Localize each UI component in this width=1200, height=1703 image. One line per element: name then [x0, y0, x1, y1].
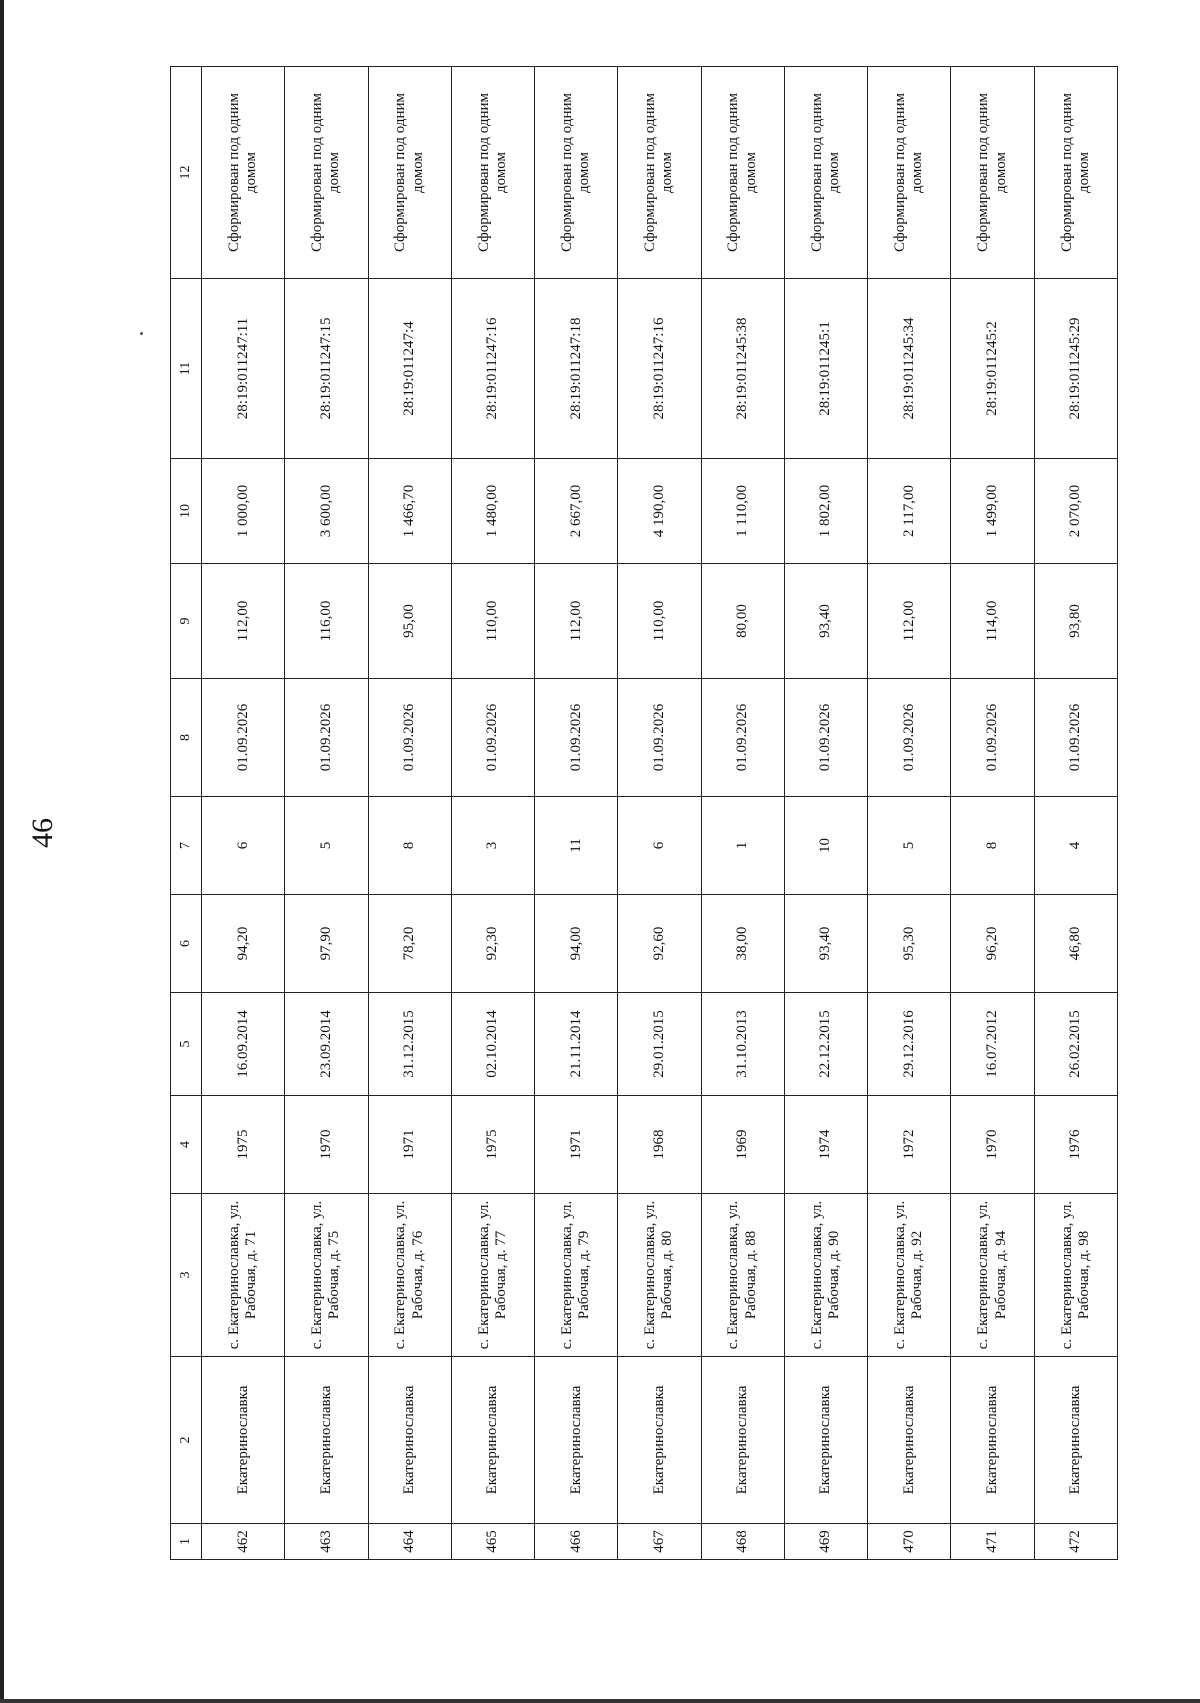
land-area-cell: 1 466,70 [368, 459, 451, 564]
table-row [784, 67, 867, 1560]
column-number: 4 [171, 1096, 202, 1194]
settlement-cell: Екатеринославка [1034, 1357, 1117, 1524]
residents-cell: 5 [285, 797, 368, 895]
residents-cell: 3 [451, 797, 534, 895]
status-cell: Сформирован под одним домом [451, 67, 534, 279]
date-cell: 29.01.2015 [618, 993, 701, 1096]
area-cell: 92,60 [618, 895, 701, 993]
settlement-cell: Екатеринославка [951, 1357, 1034, 1524]
deadline-cell: 01.09.2026 [868, 679, 951, 797]
row-number-cell: 467 [618, 1524, 701, 1560]
residents-cell: 6 [202, 797, 285, 895]
year-cell: 1971 [535, 1096, 618, 1194]
area2-cell: 110,00 [618, 564, 701, 679]
date-cell: 02.10.2014 [451, 993, 534, 1096]
residents-cell: 8 [951, 797, 1034, 895]
address-cell: с. Екатеринославка, ул. Рабочая, д. 94 [951, 1194, 1034, 1357]
status-cell: Сформирован под одним домом [285, 67, 368, 279]
status-cell: Сформирован под одним домом [1034, 67, 1117, 279]
deadline-cell: 01.09.2026 [535, 679, 618, 797]
year-cell: 1970 [951, 1096, 1034, 1194]
table-row [368, 67, 451, 1560]
address-cell: с. Екатеринославка, ул. Рабочая, д. 79 [535, 1194, 618, 1357]
settlement-cell: Екатеринославка [618, 1357, 701, 1524]
land-area-cell: 1 480,00 [451, 459, 534, 564]
area-cell: 92,30 [451, 895, 534, 993]
land-area-cell: 2 070,00 [1034, 459, 1117, 564]
land-area-cell: 1 802,00 [784, 459, 867, 564]
date-cell: 16.09.2014 [202, 993, 285, 1096]
date-cell: 31.12.2015 [368, 993, 451, 1096]
area2-cell: 114,00 [951, 564, 1034, 679]
column-number: 1 [171, 1524, 202, 1560]
table-row [285, 67, 368, 1560]
date-cell: 22.12.2015 [784, 993, 867, 1096]
cadastral-number-cell: 28:19:011247:18 [535, 279, 618, 459]
row-number-cell: 463 [285, 1524, 368, 1560]
cadastral-number-cell: 28:19:011247:16 [618, 279, 701, 459]
register-table [170, 66, 1118, 1560]
year-cell: 1975 [451, 1096, 534, 1194]
row-number-cell: 472 [1034, 1524, 1117, 1560]
residents-cell: 6 [618, 797, 701, 895]
year-cell: 1972 [868, 1096, 951, 1194]
cadastral-number-cell: 28:19:011245:34 [868, 279, 951, 459]
cadastral-number-cell: 28:19:011245:2 [951, 279, 1034, 459]
year-cell: 1968 [618, 1096, 701, 1194]
scan-edge-bottom [0, 1699, 1200, 1703]
year-cell: 1975 [202, 1096, 285, 1194]
address-cell: с. Екатеринославка, ул. Рабочая, д. 76 [368, 1194, 451, 1357]
register-table-container [170, 67, 1118, 1560]
cadastral-number-cell: 28:19:011247:15 [285, 279, 368, 459]
deadline-cell: 01.09.2026 [618, 679, 701, 797]
area2-cell: 112,00 [202, 564, 285, 679]
deadline-cell: 01.09.2026 [368, 679, 451, 797]
area-cell: 78,20 [368, 895, 451, 993]
land-area-cell: 1 110,00 [701, 459, 784, 564]
status-cell: Сформирован под одним домом [784, 67, 867, 279]
row-number-cell: 465 [451, 1524, 534, 1560]
residents-cell: 5 [868, 797, 951, 895]
column-number: 11 [171, 279, 202, 459]
area-cell: 94,00 [535, 895, 618, 993]
area-cell: 95,30 [868, 895, 951, 993]
land-area-cell: 1 499,00 [951, 459, 1034, 564]
settlement-cell: Екатеринославка [285, 1357, 368, 1524]
status-cell: Сформирован под одним домом [868, 67, 951, 279]
column-number: 8 [171, 679, 202, 797]
status-cell: Сформирован под одним домом [701, 67, 784, 279]
residents-cell: 1 [701, 797, 784, 895]
date-cell: 26.02.2015 [1034, 993, 1117, 1096]
deadline-cell: 01.09.2026 [285, 679, 368, 797]
deadline-cell: 01.09.2026 [951, 679, 1034, 797]
scan-speck [140, 332, 143, 335]
area-cell: 38,00 [701, 895, 784, 993]
residents-cell: 4 [1034, 797, 1117, 895]
row-number-cell: 470 [868, 1524, 951, 1560]
cadastral-number-cell: 28:19:011245:29 [1034, 279, 1117, 459]
table-row [618, 67, 701, 1560]
date-cell: 31.10.2013 [701, 993, 784, 1096]
address-cell: с. Екатеринославка, ул. Рабочая, д. 90 [784, 1194, 867, 1357]
address-cell: с. Екатеринославка, ул. Рабочая, д. 75 [285, 1194, 368, 1357]
year-cell: 1969 [701, 1096, 784, 1194]
year-cell: 1971 [368, 1096, 451, 1194]
address-cell: с. Екатеринославка, ул. Рабочая, д. 80 [618, 1194, 701, 1357]
deadline-cell: 01.09.2026 [784, 679, 867, 797]
address-cell: с. Екатеринославка, ул. Рабочая, д. 98 [1034, 1194, 1117, 1357]
settlement-cell: Екатеринославка [451, 1357, 534, 1524]
deadline-cell: 01.09.2026 [202, 679, 285, 797]
residents-cell: 8 [368, 797, 451, 895]
row-number-cell: 469 [784, 1524, 867, 1560]
status-cell: Сформирован под одним домом [368, 67, 451, 279]
deadline-cell: 01.09.2026 [1034, 679, 1117, 797]
table-row [1034, 67, 1117, 1560]
settlement-cell: Екатеринославка [368, 1357, 451, 1524]
year-cell: 1974 [784, 1096, 867, 1194]
column-number: 12 [171, 67, 202, 279]
date-cell: 21.11.2014 [535, 993, 618, 1096]
land-area-cell: 4 190,00 [618, 459, 701, 564]
area2-cell: 93,40 [784, 564, 867, 679]
deadline-cell: 01.09.2026 [451, 679, 534, 797]
area2-cell: 116,00 [285, 564, 368, 679]
table-row [868, 67, 951, 1560]
area2-cell: 80,00 [701, 564, 784, 679]
area2-cell: 95,00 [368, 564, 451, 679]
date-cell: 16.07.2012 [951, 993, 1034, 1096]
deadline-cell: 01.09.2026 [701, 679, 784, 797]
land-area-cell: 3 600,00 [285, 459, 368, 564]
settlement-cell: Екатеринославка [784, 1357, 867, 1524]
settlement-cell: Екатеринославка [868, 1357, 951, 1524]
cadastral-number-cell: 28:19:011247:4 [368, 279, 451, 459]
area2-cell: 110,00 [451, 564, 534, 679]
area-cell: 46,80 [1034, 895, 1117, 993]
cadastral-number-cell: 28:19:011245:38 [701, 279, 784, 459]
status-cell: Сформирован под одним домом [535, 67, 618, 279]
area-cell: 97,90 [285, 895, 368, 993]
row-number-cell: 468 [701, 1524, 784, 1560]
cadastral-number-cell: 28:19:011247:16 [451, 279, 534, 459]
address-cell: с. Екатеринославка, ул. Рабочая, д. 77 [451, 1194, 534, 1357]
table-row [701, 67, 784, 1560]
address-cell: с. Екатеринославка, ул. Рабочая, д. 92 [868, 1194, 951, 1357]
table-row [202, 67, 285, 1560]
page-number: 46 [26, 818, 59, 848]
status-cell: Сформирован под одним домом [202, 67, 285, 279]
land-area-cell: 2 117,00 [868, 459, 951, 564]
address-cell: с. Екатеринославка, ул. Рабочая, д. 88 [701, 1194, 784, 1357]
table-row [535, 67, 618, 1560]
column-number: 2 [171, 1357, 202, 1524]
column-number-row [171, 67, 202, 1560]
row-number-cell: 462 [202, 1524, 285, 1560]
column-number: 9 [171, 564, 202, 679]
status-cell: Сформирован под одним домом [951, 67, 1034, 279]
settlement-cell: Екатеринославка [535, 1357, 618, 1524]
row-number-cell: 464 [368, 1524, 451, 1560]
area2-cell: 112,00 [868, 564, 951, 679]
column-number: 7 [171, 797, 202, 895]
land-area-cell: 2 667,00 [535, 459, 618, 564]
row-number-cell: 471 [951, 1524, 1034, 1560]
year-cell: 1976 [1034, 1096, 1117, 1194]
residents-cell: 10 [784, 797, 867, 895]
area-cell: 94,20 [202, 895, 285, 993]
residents-cell: 11 [535, 797, 618, 895]
land-area-cell: 1 000,00 [202, 459, 285, 564]
status-cell: Сформирован под одним домом [618, 67, 701, 279]
table-row [951, 67, 1034, 1560]
year-cell: 1970 [285, 1096, 368, 1194]
table-row [451, 67, 534, 1560]
area2-cell: 93,80 [1034, 564, 1117, 679]
scan-edge-left [0, 0, 4, 1703]
column-number: 10 [171, 459, 202, 564]
area2-cell: 112,00 [535, 564, 618, 679]
address-cell: с. Екатеринославка, ул. Рабочая, д. 71 [202, 1194, 285, 1357]
column-number: 3 [171, 1194, 202, 1357]
cadastral-number-cell: 28:19:011245:1 [784, 279, 867, 459]
settlement-cell: Екатеринославка [202, 1357, 285, 1524]
row-number-cell: 466 [535, 1524, 618, 1560]
area-cell: 96,20 [951, 895, 1034, 993]
date-cell: 23.09.2014 [285, 993, 368, 1096]
date-cell: 29.12.2016 [868, 993, 951, 1096]
settlement-cell: Екатеринославка [701, 1357, 784, 1524]
column-number: 6 [171, 895, 202, 993]
area-cell: 93,40 [784, 895, 867, 993]
column-number: 5 [171, 993, 202, 1096]
cadastral-number-cell: 28:19:011247:11 [202, 279, 285, 459]
